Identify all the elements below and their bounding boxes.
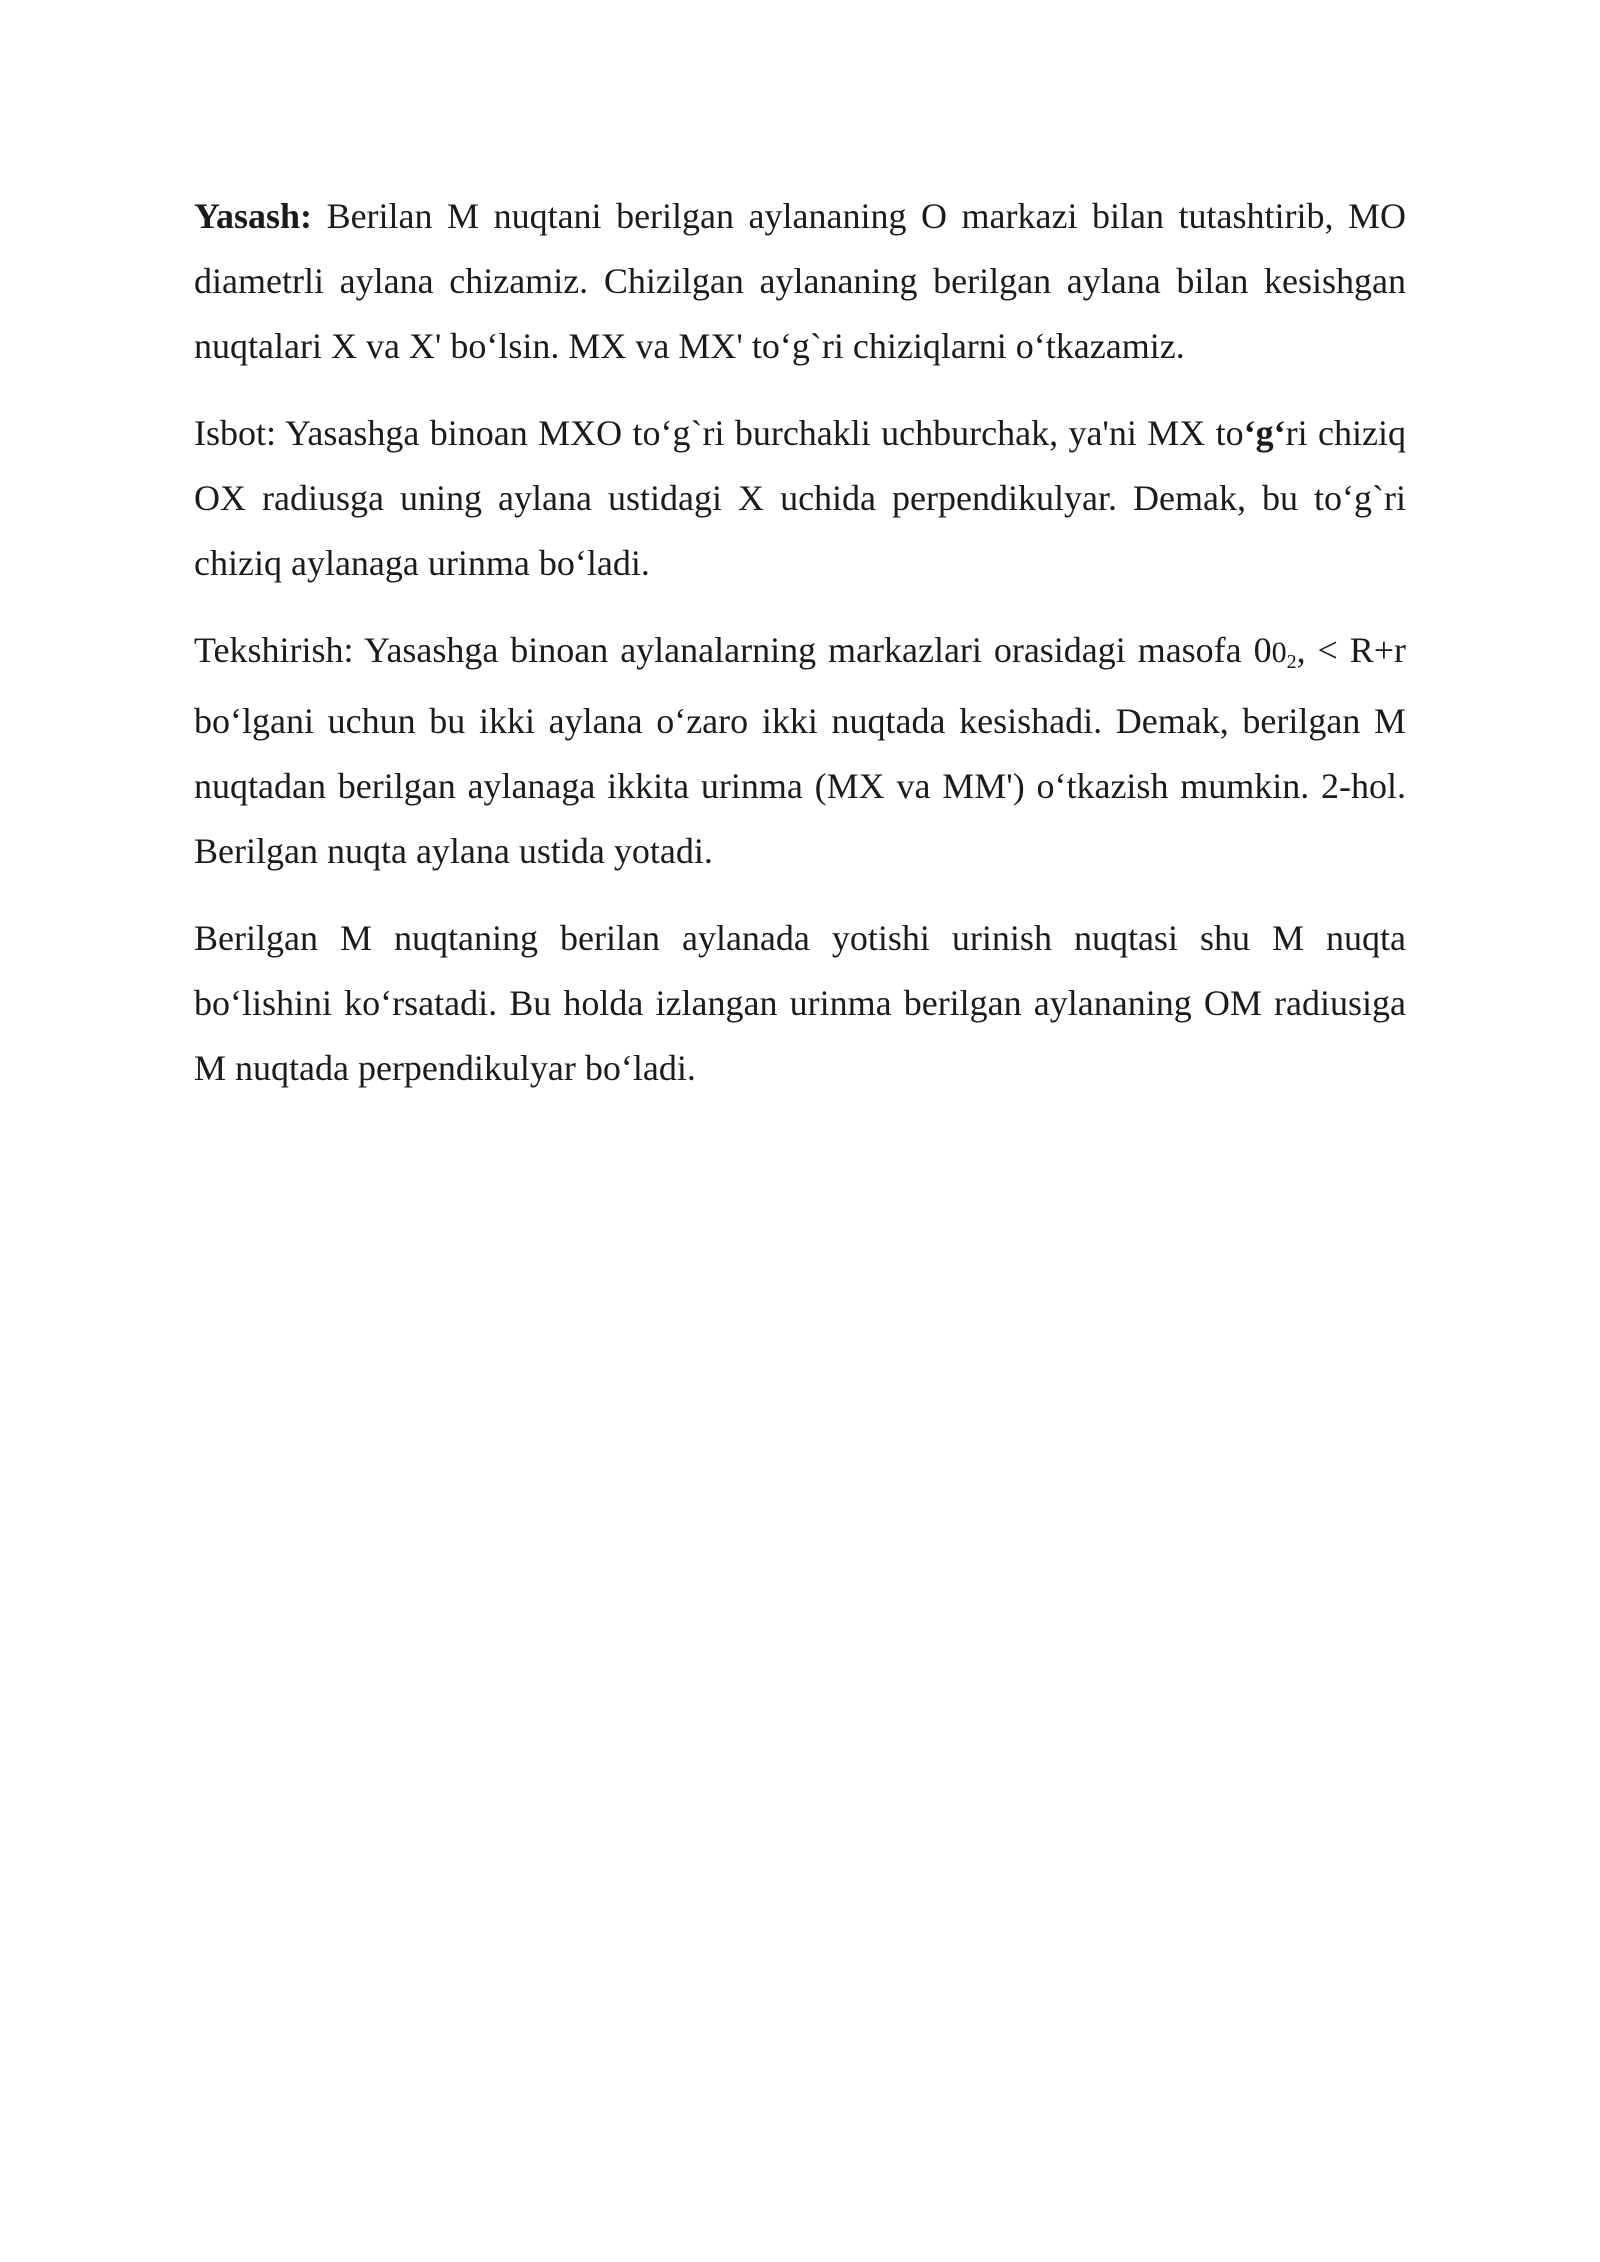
paragraph-check [194, 618, 1406, 884]
check-subscript: 2 [1286, 651, 1297, 673]
proof-text-start: Isbot: Yasashga binoan MXO to‘g`ri burchakli uchburchak, ya'ni MX to [194, 413, 1244, 453]
check-text-start: Tekshirish: Yasashga binoan aylanalarning markazlari orasidagi masofa 0 [194, 630, 1272, 670]
proof-bold-fragment: ‘g‘ [1243, 413, 1286, 453]
paragraph-construction [194, 184, 1406, 379]
construction-label: Yasash: [194, 196, 313, 236]
paragraph-case-two [194, 906, 1406, 1101]
proof-text-end: ri chiziq OX radiusga uning aylana ustidagi X uchida perpendikulyar. Demak, bu to‘g`ri chiziq aylanaga urinma bo‘ladi. [194, 413, 1406, 583]
paragraph-proof [194, 401, 1406, 596]
case-two-text: Berilgan M nuqtaning berilan aylanada yotishi urinish nuqtasi shu M nuqta bo‘lishini ko‘rsatadi. Bu holda izlangan urinma berilgan aylananing OM radiusiga M nuqtada perpendikulyar bo‘ladi. [194, 918, 1406, 1088]
construction-text: Berilan M nuqtani berilgan aylananing O markazi bilan tutashtirib, MO diametrli aylana chizamiz. Chizilgan aylananing berilgan aylana bilan kesishgan nuqtalari X va X' bo‘lsin. MX va MX' to‘g`ri chiziqlarni o‘tkazamiz. [194, 196, 1406, 366]
check-small-zero: 0 [1271, 636, 1287, 669]
document-body [194, 184, 1406, 1123]
check-text-end: , < R+r bo‘lgani uchun bu ikki aylana o‘zaro ikki nuqtada kesishadi. Demak, berilgan M nuqtadan berilgan aylanaga ikkita urinma (MX va MM') o‘tkazish mumkin. 2-hol. Berilgan nuqta aylana ustida yotadi. [194, 630, 1407, 871]
